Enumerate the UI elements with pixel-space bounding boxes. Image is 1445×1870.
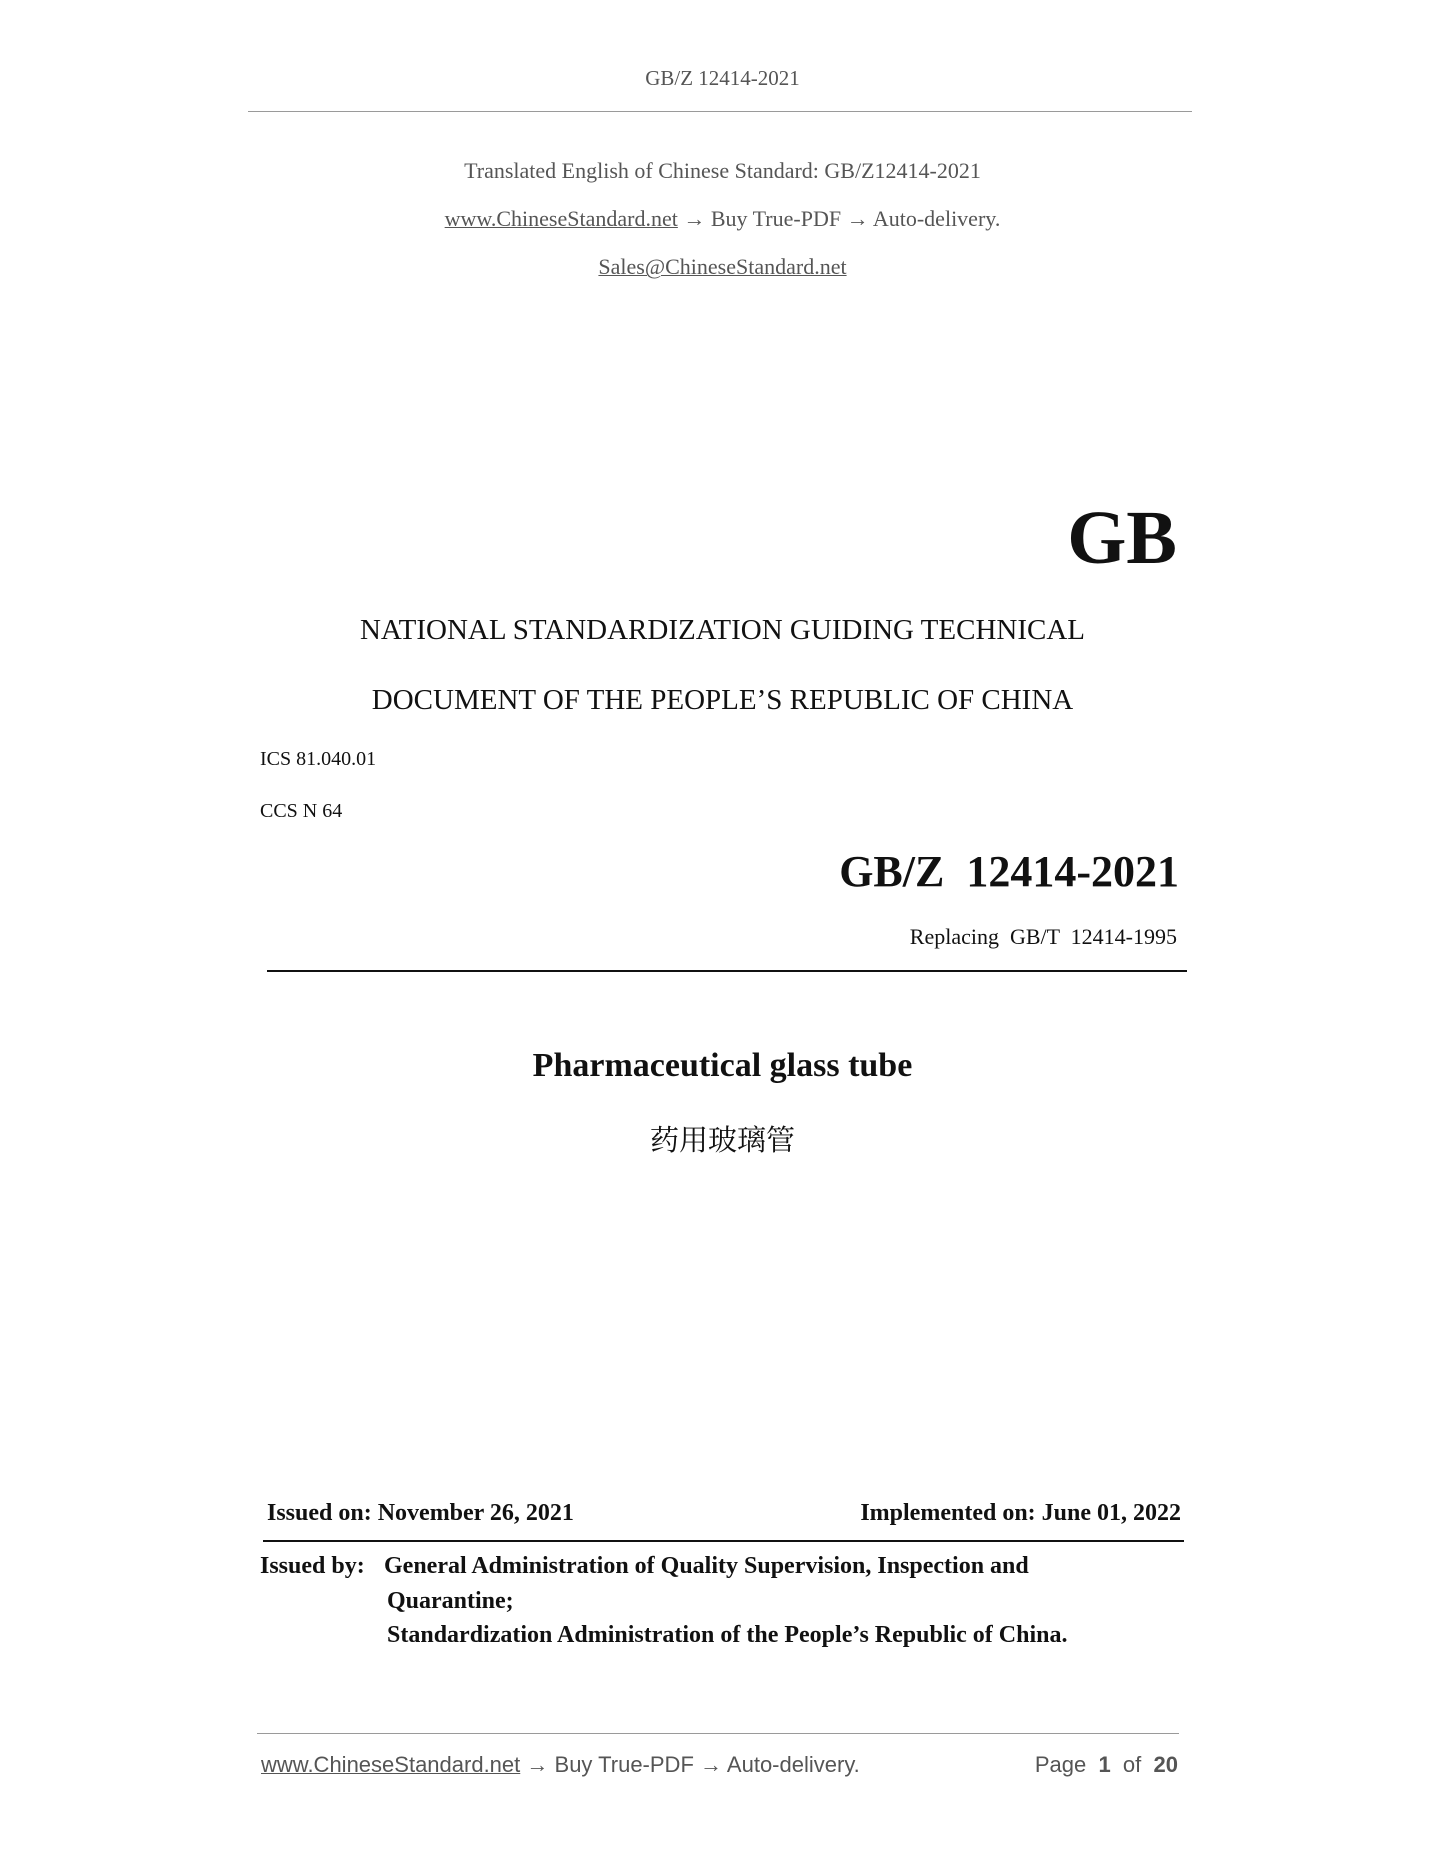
dates-divider bbox=[263, 1540, 1184, 1542]
translation-notice: Translated English of Chinese Standard: GB/Z12414-2021 bbox=[464, 158, 981, 183]
total-page-count: 20 bbox=[1153, 1752, 1178, 1777]
standard-number: GB/Z 12414-2021 bbox=[839, 847, 1179, 896]
footer-buy-text: Buy True-PDF bbox=[554, 1752, 694, 1777]
sales-email-link[interactable]: Sales@ChineseStandard.net bbox=[598, 254, 847, 279]
replacing-note: Replacing GB/T 12414-1995 bbox=[909, 924, 1177, 949]
buy-true-pdf-text: Buy True-PDF bbox=[710, 206, 842, 231]
document-type-line-2: DOCUMENT OF THE PEOPLE’S REPUBLIC OF CHINA bbox=[371, 684, 1074, 716]
header-divider bbox=[248, 111, 1192, 112]
right-arrow-icon: → bbox=[846, 206, 869, 231]
purchase-line bbox=[0, 206, 1445, 232]
issuer-line-1: General Administration of Quality Supervision, Inspection and bbox=[384, 1553, 1029, 1579]
ccs-code: CCS N 64 bbox=[260, 800, 343, 822]
footer-delivery-text: Auto-delivery. bbox=[726, 1752, 860, 1777]
footer-site-link[interactable]: www.ChineseStandard.net bbox=[261, 1752, 521, 1777]
issued-by-label: Issued by: bbox=[260, 1553, 365, 1579]
page-label: Page bbox=[1034, 1752, 1087, 1777]
document-title-chinese: 药用玻璃管 bbox=[649, 1123, 795, 1157]
document-type-line-1: NATIONAL STANDARDIZATION GUIDING TECHNICAL bbox=[359, 614, 1085, 646]
issuer-line-3: Standardization Administration of the People’s Republic of China. bbox=[387, 1622, 1068, 1648]
auto-delivery-text: Auto-delivery. bbox=[872, 206, 1001, 231]
right-arrow-icon: → bbox=[683, 206, 706, 231]
issuer-line-2: Quarantine; bbox=[387, 1588, 514, 1614]
document-title: Pharmaceutical glass tube bbox=[532, 1047, 913, 1084]
footer-divider bbox=[257, 1733, 1179, 1734]
right-arrow-icon: → bbox=[700, 1752, 723, 1777]
email-line bbox=[0, 254, 1445, 280]
current-page-number: 1 bbox=[1098, 1752, 1111, 1777]
running-header: GB/Z 12414-2021 bbox=[645, 66, 800, 90]
page-indicator bbox=[1035, 1752, 1178, 1778]
right-arrow-icon: → bbox=[526, 1752, 549, 1777]
implemented-on-date: Implemented on: June 01, 2022 bbox=[860, 1500, 1181, 1526]
footer-purchase-line bbox=[261, 1752, 860, 1778]
gb-mark: GB bbox=[1067, 496, 1177, 580]
ics-code: ICS 81.040.01 bbox=[260, 748, 377, 770]
title-divider bbox=[267, 970, 1187, 972]
issued-on-date: Issued on: November 26, 2021 bbox=[267, 1500, 574, 1526]
site-link[interactable]: www.ChineseStandard.net bbox=[444, 206, 678, 231]
page-of-label: of bbox=[1122, 1752, 1142, 1777]
